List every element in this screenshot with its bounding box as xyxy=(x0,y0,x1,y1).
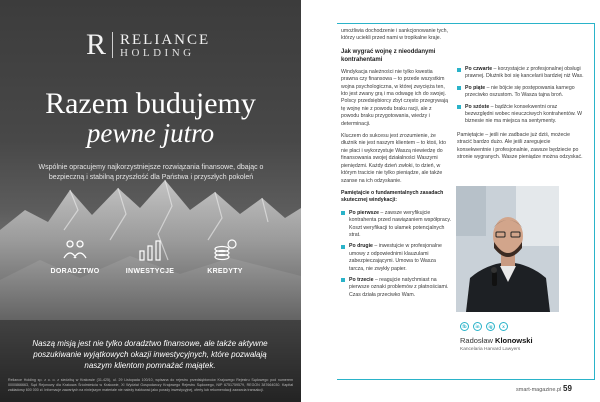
article-paragraph-2: Kluczem do sukcesu jest zrozumienie, że dłużnik nie jest naszym klientem – to ktoś, kto nie płaci i wykorzystuje Waszą niewiedzę do finansowania swojej działalności Waszymi pieniędzmi. Każdy dzień zwłoki, to dzień, w którym tracicie nie tylko pieniądze, ale także szanse na ich odzyskanie. xyxy=(341,133,446,184)
author-photo xyxy=(456,186,559,312)
credit-coins-icon xyxy=(212,238,238,262)
frame-accent xyxy=(337,23,347,24)
logo-subtitle: HOLDING xyxy=(120,47,195,59)
service-investments xyxy=(115,238,185,275)
author-role: Kancelaria Harvard Lawyers xyxy=(460,347,521,352)
list-item-lead: Po drugie xyxy=(349,243,373,250)
article-intro-paragraph: umożliwia dochodzenie i sankcjonowanie tych, którzy uciekli przed nami w tropikalne kraje. xyxy=(341,28,448,42)
article-paragraph-1: Windykacja należności nie tylko kwestia prawna czy finansowa – to przede wszystkim wojna psychologiczna, w której zwycięża ten, kto jest zwany grą i ma odwagę ich do swojej. Polscy przedsiębiorcy zbyt często przegrywają tę wojnę nie z powodu braku racji, ale z powodu braku przygotowania, wiedzy i determinacji. xyxy=(341,68,448,127)
author-name xyxy=(460,336,533,345)
list-item-text: – inwestujcie w profesjonalne umowy z odpowiednimi klauzulami zabezpieczającymi. Umowa to Wasza tarcza, nie zwykły papier. xyxy=(349,243,442,272)
service-credits xyxy=(190,238,260,275)
list-item-lead: Po pierwsze xyxy=(349,209,379,216)
ad-legal-disclaimer: Reliance Holding sp. z o. o. z siedzibą w Krakowie (31-425), ul. 29 Listopada 100/10, wpisana do rejestru przedsiębiorców Krajowego Rejestru Sądowego pod numerem 0000866663, Sąd Rejonowy dla Krakowa Śródmieścia w Krakowie, XI Wydział Gospodarczy Krajowego Rejestru Sądowego, NIP 6751759579, REGON 387664030. Kapitał zakładowy 600 000 zł. Informacje zawartych na niniejszym materiale nie należy traktować jako porady inwestycyjnej, oferty lub rekomendacji zawarcia transakcji. xyxy=(8,378,293,392)
bullet-square-icon xyxy=(341,211,345,215)
bullet-square-icon xyxy=(457,86,461,90)
bullet-square-icon xyxy=(341,245,345,249)
logo-mark: R xyxy=(86,28,107,61)
list-item xyxy=(341,277,451,299)
list-item-lead: Po czwarte xyxy=(465,66,493,72)
bullet-square-icon xyxy=(341,278,345,282)
list-item xyxy=(457,85,585,100)
magazine-site[interactable]: smart-magazine.pl xyxy=(516,387,562,393)
list-item-text: – korzystajcie z profesjonalnej obsługi prawnej. Dłużnik boi się kancelarii bardziej niż Was. xyxy=(465,66,584,80)
article-heading-2: Pamiętajcie o fundamentalnych zasadach skutecznej windykacji: xyxy=(341,189,444,204)
list-item-lead: Po trzecie xyxy=(349,276,374,283)
x-icon[interactable]: x xyxy=(499,322,508,331)
list-item xyxy=(457,66,585,81)
list-item-lead: Po piąte xyxy=(465,84,486,91)
ad-headline-line2: pewne jutro xyxy=(86,118,215,148)
page-number: 59 xyxy=(563,384,572,393)
ad-mission-statement: Naszą misją jest nie tylko doradztwo finansowe, ale także aktywne poszukiwanie wyjątkowych okazji inwestycyjnych, które pozwalają naszym klientom pomnażać majątek. xyxy=(32,339,268,370)
service-advisory-label: DORADZTWO xyxy=(50,268,100,275)
bullet-square-icon xyxy=(457,105,461,109)
author-first-name: Radosław xyxy=(460,336,493,345)
ad-subheadline: Wspólnie opracujemy najkorzystniejsze rozwiązania finansowe, dbając o bezpieczną i stabilną przyszłość dla Państwa i przyszłych pokoleń xyxy=(38,164,264,181)
list-item-text: – nie bójcie się postępowania karnego przeciwko oszustom. To Wasza tajna broń. xyxy=(465,84,575,99)
investment-chart-icon xyxy=(137,238,163,262)
list-item xyxy=(457,104,585,126)
logo-divider xyxy=(112,32,113,58)
service-credits-label: KREDYTY xyxy=(207,268,243,275)
list-item-text: – bądźcie konsekwentni oraz bezwzględni wobec nieuczciwych kontrahentów. W biznesie nie ma miejsca na sentymenty. xyxy=(465,103,583,125)
advisory-people-icon xyxy=(62,238,88,262)
list-item xyxy=(341,210,451,240)
logo-name: RELIANCE xyxy=(120,32,211,48)
service-advisory xyxy=(40,238,110,275)
list-item-text: – reagujcie natychmiast na pierwsze oznaki problemów z płatnościami. Czas działa przeciwko Wam. xyxy=(349,276,449,298)
bullet-square-icon xyxy=(457,68,461,72)
facebook-icon[interactable]: fb xyxy=(460,322,469,331)
author-last-name: Klonowski xyxy=(495,336,533,345)
article-heading-1: Jak wygrać wojnę z nieoddanymi kontrahentami xyxy=(341,48,436,63)
list-item-lead: Po szóste xyxy=(465,103,490,110)
article-closing-paragraph: Pamiętajcie – jeśli nie zadbacie już dziś, możecie stracić bardzo dużo. Ale jeśli zaregujecie konsekwentnie i profesjonalnie, zawsze będziecie po stronie wygranych. Wasze pieniądze można odzyskać. xyxy=(457,131,583,161)
list-item xyxy=(341,243,451,273)
linkedin-icon[interactable]: in xyxy=(473,322,482,331)
list-item-text: – zawsze weryfikujcie kontrahenta przed nawiązaniem współpracy. Koszt weryfikacji to ułamek potencjalnych strat. xyxy=(349,209,451,238)
instagram-icon[interactable]: ig xyxy=(486,322,495,331)
service-investments-label: INWESTYCJE xyxy=(125,268,175,275)
article-column-1 xyxy=(341,28,451,303)
ad-headline-line1: Razem budujemy xyxy=(45,87,256,120)
article-column-2 xyxy=(457,66,585,166)
